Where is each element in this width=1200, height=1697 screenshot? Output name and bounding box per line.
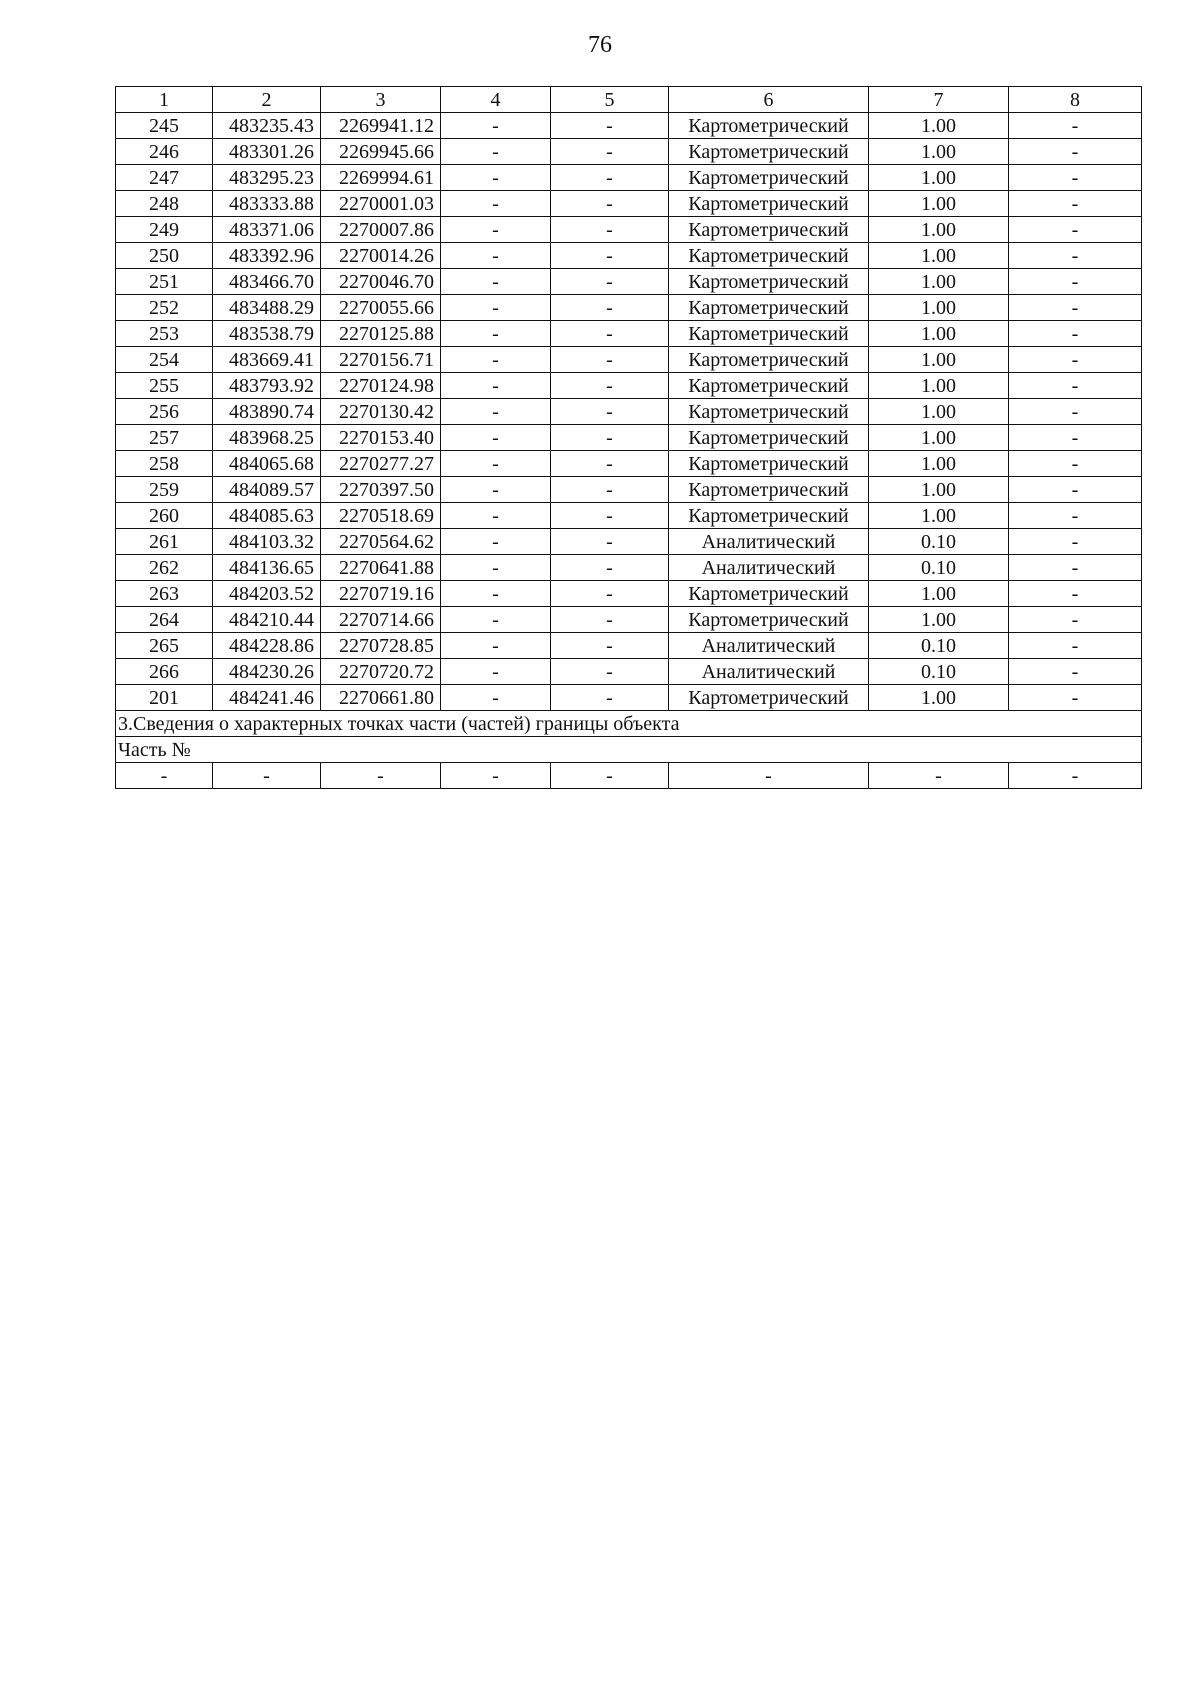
cell-y-coordinate: 2270156.71 — [321, 347, 441, 373]
table-row — [116, 113, 1142, 139]
table-row — [116, 269, 1142, 295]
table-row — [116, 529, 1142, 555]
cell-col-5: - — [551, 451, 669, 477]
cell-point-number: 258 — [116, 451, 213, 477]
cell-col-8: - — [1009, 191, 1142, 217]
cell-col-4: - — [441, 685, 551, 711]
cell-col-4: - — [441, 373, 551, 399]
cell-col-5: - — [551, 529, 669, 555]
column-header: 7 — [869, 87, 1009, 113]
cell-x-coordinate: 483890.74 — [213, 399, 321, 425]
cell-col-8: - — [1009, 321, 1142, 347]
cell-x-coordinate: 483295.23 — [213, 165, 321, 191]
cell-col-4: - — [441, 477, 551, 503]
table-row — [116, 451, 1142, 477]
cell-col-4: - — [441, 581, 551, 607]
column-header: 5 — [551, 87, 669, 113]
cell-col-4: - — [441, 217, 551, 243]
cell-col-5: - — [551, 321, 669, 347]
table-row — [116, 165, 1142, 191]
cell-accuracy: 1.00 — [869, 243, 1009, 269]
cell-accuracy: 1.00 — [869, 425, 1009, 451]
table-row — [116, 555, 1142, 581]
cell-method: Аналитический — [669, 555, 869, 581]
cell-y-coordinate: 2270720.72 — [321, 659, 441, 685]
cell-accuracy: 1.00 — [869, 113, 1009, 139]
table-row — [116, 607, 1142, 633]
cell-method: Аналитический — [669, 633, 869, 659]
cell-col-5: - — [551, 399, 669, 425]
cell-col-4: - — [441, 347, 551, 373]
cell-y-coordinate: 2270124.98 — [321, 373, 441, 399]
table-cell: - — [669, 763, 869, 789]
coordinates-table — [115, 86, 1142, 789]
cell-x-coordinate: 483301.26 — [213, 139, 321, 165]
cell-col-8: - — [1009, 217, 1142, 243]
cell-point-number: 261 — [116, 529, 213, 555]
cell-method: Картометрический — [669, 243, 869, 269]
cell-col-8: - — [1009, 529, 1142, 555]
table-row — [116, 191, 1142, 217]
cell-col-5: - — [551, 295, 669, 321]
cell-point-number: 246 — [116, 139, 213, 165]
cell-x-coordinate: 483669.41 — [213, 347, 321, 373]
table-cell: - — [116, 763, 213, 789]
cell-x-coordinate: 484241.46 — [213, 685, 321, 711]
cell-method: Картометрический — [669, 113, 869, 139]
cell-y-coordinate: 2270518.69 — [321, 503, 441, 529]
cell-accuracy: 1.00 — [869, 399, 1009, 425]
cell-col-8: - — [1009, 269, 1142, 295]
cell-y-coordinate: 2269941.12 — [321, 113, 441, 139]
cell-x-coordinate: 483538.79 — [213, 321, 321, 347]
cell-col-5: - — [551, 581, 669, 607]
cell-point-number: 255 — [116, 373, 213, 399]
cell-x-coordinate: 483371.06 — [213, 217, 321, 243]
cell-col-4: - — [441, 321, 551, 347]
cell-method: Картометрический — [669, 477, 869, 503]
cell-col-4: - — [441, 269, 551, 295]
cell-col-4: - — [441, 295, 551, 321]
section-title: 3.Сведения о характерных точках части (частей) границы объекта — [116, 711, 1142, 737]
cell-accuracy: 1.00 — [869, 165, 1009, 191]
cell-col-8: - — [1009, 139, 1142, 165]
cell-point-number: 201 — [116, 685, 213, 711]
table-cell: - — [441, 763, 551, 789]
cell-point-number: 249 — [116, 217, 213, 243]
cell-point-number: 245 — [116, 113, 213, 139]
cell-point-number: 250 — [116, 243, 213, 269]
cell-point-number: 266 — [116, 659, 213, 685]
cell-col-4: - — [441, 607, 551, 633]
cell-col-4: - — [441, 555, 551, 581]
cell-col-5: - — [551, 113, 669, 139]
cell-method: Картометрический — [669, 321, 869, 347]
cell-col-5: - — [551, 139, 669, 165]
cell-y-coordinate: 2270728.85 — [321, 633, 441, 659]
cell-col-4: - — [441, 503, 551, 529]
cell-col-8: - — [1009, 165, 1142, 191]
cell-y-coordinate: 2270397.50 — [321, 477, 441, 503]
cell-col-8: - — [1009, 451, 1142, 477]
cell-x-coordinate: 484085.63 — [213, 503, 321, 529]
cell-accuracy: 0.10 — [869, 529, 1009, 555]
table-row — [116, 399, 1142, 425]
cell-x-coordinate: 484228.86 — [213, 633, 321, 659]
cell-col-5: - — [551, 165, 669, 191]
cell-accuracy: 1.00 — [869, 503, 1009, 529]
cell-y-coordinate: 2270055.66 — [321, 295, 441, 321]
cell-method: Картометрический — [669, 503, 869, 529]
cell-col-8: - — [1009, 503, 1142, 529]
cell-method: Картометрический — [669, 217, 869, 243]
cell-point-number: 263 — [116, 581, 213, 607]
page-number: 76 — [588, 32, 612, 58]
table-row — [116, 139, 1142, 165]
cell-col-5: - — [551, 217, 669, 243]
cell-y-coordinate: 2270641.88 — [321, 555, 441, 581]
cell-y-coordinate: 2270046.70 — [321, 269, 441, 295]
cell-accuracy: 1.00 — [869, 191, 1009, 217]
cell-col-8: - — [1009, 685, 1142, 711]
cell-accuracy: 1.00 — [869, 139, 1009, 165]
cell-col-4: - — [441, 425, 551, 451]
cell-col-8: - — [1009, 243, 1142, 269]
cell-y-coordinate: 2270125.88 — [321, 321, 441, 347]
cell-accuracy: 0.10 — [869, 659, 1009, 685]
cell-y-coordinate: 2270277.27 — [321, 451, 441, 477]
cell-col-4: - — [441, 191, 551, 217]
column-header: 8 — [1009, 87, 1142, 113]
cell-col-5: - — [551, 477, 669, 503]
table-cell: - — [213, 763, 321, 789]
cell-y-coordinate: 2270714.66 — [321, 607, 441, 633]
cell-col-4: - — [441, 659, 551, 685]
column-header: 1 — [116, 87, 213, 113]
table-row — [116, 477, 1142, 503]
cell-y-coordinate: 2269945.66 — [321, 139, 441, 165]
cell-accuracy: 1.00 — [869, 373, 1009, 399]
cell-method: Аналитический — [669, 529, 869, 555]
table-row — [116, 347, 1142, 373]
cell-x-coordinate: 483793.92 — [213, 373, 321, 399]
cell-col-8: - — [1009, 659, 1142, 685]
section-title-row — [116, 711, 1142, 737]
cell-col-8: - — [1009, 607, 1142, 633]
cell-col-5: - — [551, 191, 669, 217]
cell-method: Картометрический — [669, 165, 869, 191]
table-body — [116, 87, 1142, 789]
cell-y-coordinate: 2270007.86 — [321, 217, 441, 243]
cell-col-8: - — [1009, 399, 1142, 425]
cell-col-8: - — [1009, 633, 1142, 659]
column-header: 3 — [321, 87, 441, 113]
cell-point-number: 265 — [116, 633, 213, 659]
column-header: 2 — [213, 87, 321, 113]
cell-col-5: - — [551, 659, 669, 685]
cell-method: Картометрический — [669, 399, 869, 425]
table-cell: - — [321, 763, 441, 789]
cell-y-coordinate: 2270014.26 — [321, 243, 441, 269]
cell-accuracy: 1.00 — [869, 217, 1009, 243]
cell-x-coordinate: 483392.96 — [213, 243, 321, 269]
cell-accuracy: 1.00 — [869, 477, 1009, 503]
cell-col-5: - — [551, 243, 669, 269]
cell-col-5: - — [551, 555, 669, 581]
cell-accuracy: 1.00 — [869, 607, 1009, 633]
cell-col-8: - — [1009, 555, 1142, 581]
cell-point-number: 252 — [116, 295, 213, 321]
cell-accuracy: 1.00 — [869, 321, 1009, 347]
cell-method: Картометрический — [669, 451, 869, 477]
table-row — [116, 295, 1142, 321]
cell-accuracy: 0.10 — [869, 633, 1009, 659]
cell-col-4: - — [441, 113, 551, 139]
cell-method: Картометрический — [669, 269, 869, 295]
cell-col-5: - — [551, 607, 669, 633]
cell-method: Картометрический — [669, 139, 869, 165]
cell-point-number: 257 — [116, 425, 213, 451]
table-row — [116, 633, 1142, 659]
cell-y-coordinate: 2270001.03 — [321, 191, 441, 217]
cell-col-8: - — [1009, 295, 1142, 321]
cell-x-coordinate: 484089.57 — [213, 477, 321, 503]
cell-point-number: 253 — [116, 321, 213, 347]
column-header: 4 — [441, 87, 551, 113]
cell-col-5: - — [551, 373, 669, 399]
cell-x-coordinate: 484210.44 — [213, 607, 321, 633]
cell-x-coordinate: 484065.68 — [213, 451, 321, 477]
cell-y-coordinate: 2270719.16 — [321, 581, 441, 607]
cell-col-8: - — [1009, 373, 1142, 399]
cell-col-4: - — [441, 243, 551, 269]
cell-method: Картометрический — [669, 191, 869, 217]
cell-x-coordinate: 483968.25 — [213, 425, 321, 451]
cell-col-4: - — [441, 139, 551, 165]
cell-point-number: 259 — [116, 477, 213, 503]
part-label-row — [116, 737, 1142, 763]
cell-y-coordinate: 2270153.40 — [321, 425, 441, 451]
cell-accuracy: 1.00 — [869, 685, 1009, 711]
cell-col-5: - — [551, 633, 669, 659]
cell-method: Картометрический — [669, 581, 869, 607]
column-header: 6 — [669, 87, 869, 113]
cell-x-coordinate: 483235.43 — [213, 113, 321, 139]
cell-method: Картометрический — [669, 347, 869, 373]
cell-col-4: - — [441, 633, 551, 659]
cell-col-4: - — [441, 451, 551, 477]
cell-x-coordinate: 484230.26 — [213, 659, 321, 685]
cell-point-number: 248 — [116, 191, 213, 217]
cell-point-number: 251 — [116, 269, 213, 295]
cell-x-coordinate: 484203.52 — [213, 581, 321, 607]
cell-col-8: - — [1009, 113, 1142, 139]
cell-method: Аналитический — [669, 659, 869, 685]
table-row — [116, 217, 1142, 243]
cell-col-8: - — [1009, 347, 1142, 373]
cell-point-number: 264 — [116, 607, 213, 633]
cell-accuracy: 1.00 — [869, 295, 1009, 321]
part-label: Часть № — [116, 737, 1142, 763]
cell-x-coordinate: 484103.32 — [213, 529, 321, 555]
cell-col-5: - — [551, 685, 669, 711]
cell-col-4: - — [441, 399, 551, 425]
cell-accuracy: 1.00 — [869, 581, 1009, 607]
cell-col-8: - — [1009, 581, 1142, 607]
cell-y-coordinate: 2269994.61 — [321, 165, 441, 191]
table-row — [116, 659, 1142, 685]
cell-col-5: - — [551, 425, 669, 451]
table-row — [116, 685, 1142, 711]
cell-accuracy: 1.00 — [869, 451, 1009, 477]
table-row — [116, 425, 1142, 451]
cell-y-coordinate: 2270564.62 — [321, 529, 441, 555]
cell-accuracy: 1.00 — [869, 347, 1009, 373]
cell-method: Картометрический — [669, 295, 869, 321]
cell-col-4: - — [441, 529, 551, 555]
cell-x-coordinate: 483466.70 — [213, 269, 321, 295]
table-cell: - — [869, 763, 1009, 789]
table-row — [116, 581, 1142, 607]
cell-point-number: 260 — [116, 503, 213, 529]
empty-part-row — [116, 763, 1142, 789]
cell-method: Картометрический — [669, 607, 869, 633]
table-cell: - — [551, 763, 669, 789]
cell-col-8: - — [1009, 477, 1142, 503]
cell-method: Картометрический — [669, 373, 869, 399]
cell-col-8: - — [1009, 425, 1142, 451]
cell-point-number: 247 — [116, 165, 213, 191]
table-row — [116, 243, 1142, 269]
cell-point-number: 262 — [116, 555, 213, 581]
cell-y-coordinate: 2270661.80 — [321, 685, 441, 711]
cell-point-number: 256 — [116, 399, 213, 425]
cell-y-coordinate: 2270130.42 — [321, 399, 441, 425]
cell-method: Картометрический — [669, 425, 869, 451]
table-header-row — [116, 87, 1142, 113]
cell-x-coordinate: 483488.29 — [213, 295, 321, 321]
cell-accuracy: 1.00 — [869, 269, 1009, 295]
cell-col-5: - — [551, 269, 669, 295]
table-row — [116, 373, 1142, 399]
table-cell: - — [1009, 763, 1142, 789]
cell-accuracy: 0.10 — [869, 555, 1009, 581]
cell-col-4: - — [441, 165, 551, 191]
cell-x-coordinate: 484136.65 — [213, 555, 321, 581]
cell-col-5: - — [551, 347, 669, 373]
cell-x-coordinate: 483333.88 — [213, 191, 321, 217]
table-row — [116, 503, 1142, 529]
table-row — [116, 321, 1142, 347]
cell-method: Картометрический — [669, 685, 869, 711]
cell-point-number: 254 — [116, 347, 213, 373]
cell-col-5: - — [551, 503, 669, 529]
